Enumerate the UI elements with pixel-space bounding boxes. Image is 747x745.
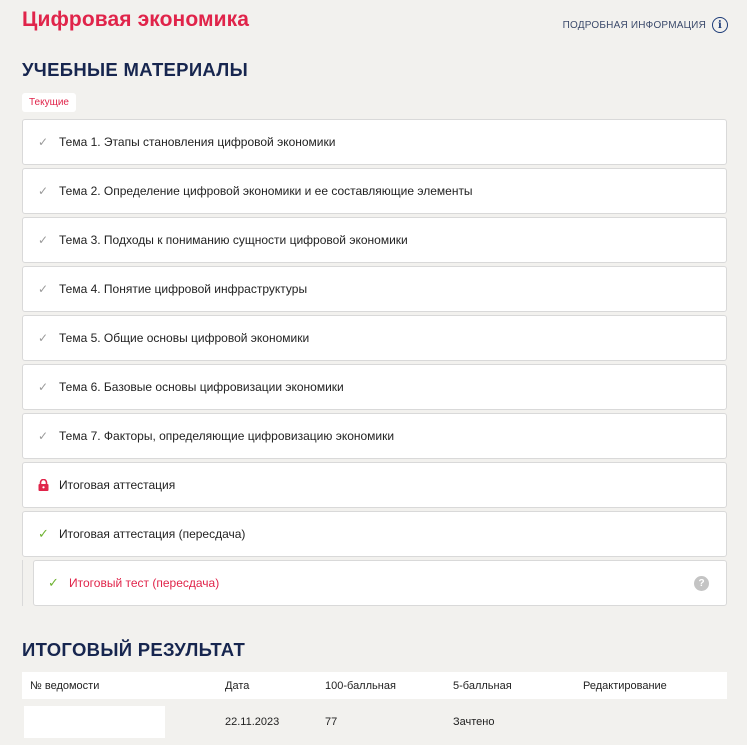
- final-retake-label: Итоговая аттестация (пересдача): [59, 527, 246, 541]
- topics-list: [22, 119, 727, 610]
- col-edit: Редактирование: [583, 679, 667, 692]
- check-icon: ✓: [38, 135, 49, 149]
- final-retake-item[interactable]: [22, 511, 727, 557]
- info-icon[interactable]: i: [712, 17, 728, 33]
- final-test-retake-label: Итоговый тест (пересдача): [69, 576, 220, 590]
- final-test-retake-item[interactable]: [33, 560, 727, 606]
- score-5-cell: Зачтено: [453, 716, 495, 728]
- topic-label: Тема 6. Базовые основы цифровизации экономики: [59, 380, 344, 394]
- topic-item-4[interactable]: [22, 266, 727, 312]
- more-info-link[interactable]: [563, 17, 728, 33]
- materials-heading: УЧЕБНЫЕ МАТЕРИАЛЫ: [22, 59, 248, 80]
- check-icon: ✓: [38, 526, 49, 541]
- statement-no-cell: [22, 706, 225, 738]
- final-exam-item[interactable]: [22, 462, 727, 508]
- check-icon: ✓: [38, 233, 49, 247]
- final-retake-children: [22, 560, 727, 610]
- tree-connector: [22, 560, 29, 606]
- check-icon: ✓: [48, 575, 59, 590]
- topic-item-5[interactable]: [22, 315, 727, 361]
- topic-label: Тема 5. Общие основы цифровой экономики: [59, 331, 310, 345]
- check-icon: ✓: [38, 282, 49, 296]
- date-cell: 22.11.2023: [225, 716, 280, 728]
- table-row: [22, 699, 727, 745]
- check-icon: ✓: [38, 380, 49, 394]
- topic-item-7[interactable]: [22, 413, 727, 459]
- topic-item-3[interactable]: [22, 217, 727, 263]
- more-info-label: ПОДРОБНАЯ ИНФОРМАЦИЯ: [562, 19, 706, 31]
- results-table: [22, 672, 727, 745]
- topic-item-2[interactable]: [22, 168, 727, 214]
- col-score-5: 5-балльная: [453, 679, 512, 692]
- col-statement-no: № ведомости: [30, 679, 100, 692]
- topic-label: Тема 1. Этапы становления цифровой экономики: [59, 135, 336, 149]
- result-heading: ИТОГОВЫЙ РЕЗУЛЬТАТ: [22, 639, 246, 660]
- help-icon[interactable]: ?: [694, 576, 709, 591]
- results-header-row: [22, 672, 727, 699]
- statement-no-value: [24, 706, 165, 738]
- topic-label: Тема 3. Подходы к пониманию сущности цифровой экономики: [59, 233, 408, 247]
- col-score-100: 100-балльная: [325, 679, 396, 692]
- score-100-cell: 77: [325, 716, 338, 728]
- check-icon: ✓: [38, 429, 49, 443]
- topic-label: Тема 7. Факторы, определяющие цифровизацию экономики: [59, 429, 395, 443]
- check-icon: ✓: [38, 184, 49, 198]
- topic-item-1[interactable]: [22, 119, 727, 165]
- final-exam-label: Итоговая аттестация: [59, 478, 176, 492]
- topic-label: Тема 4. Понятие цифровой инфраструктуры: [59, 282, 308, 296]
- lock-icon: [38, 479, 59, 491]
- course-title: Цифровая экономика: [22, 8, 250, 31]
- topic-label: Тема 2. Определение цифровой экономики и ее составляющие элементы: [59, 184, 473, 198]
- col-date: Дата: [225, 679, 250, 692]
- check-icon: ✓: [38, 331, 49, 345]
- tab-current[interactable]: Текущие: [22, 93, 76, 112]
- topic-item-6[interactable]: [22, 364, 727, 410]
